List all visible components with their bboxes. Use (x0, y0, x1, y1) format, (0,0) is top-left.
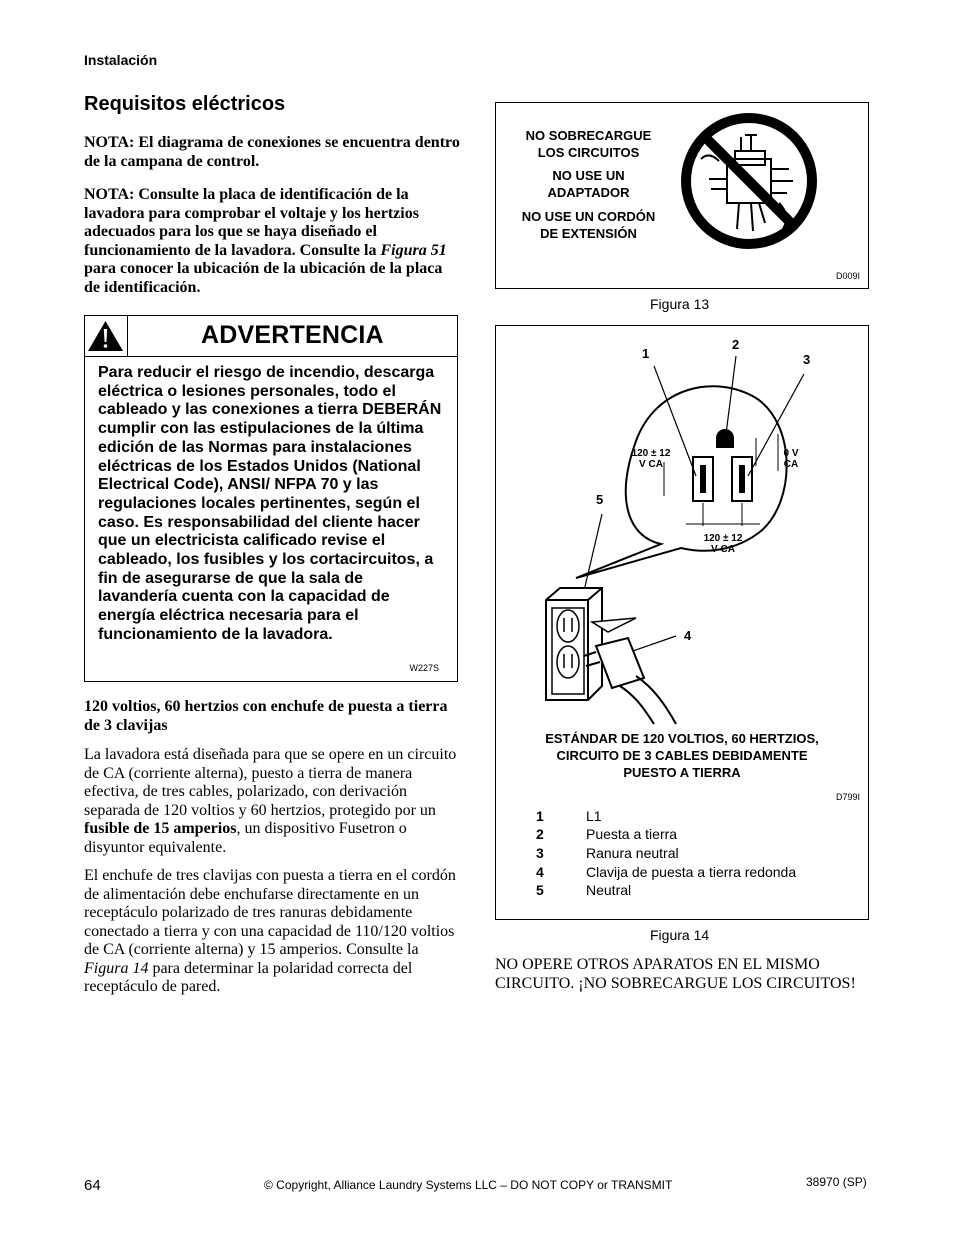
footer-doc-number: 38970 (SP) (806, 1175, 867, 1189)
voltage-right (776, 448, 806, 470)
legend-text: Clavija de puesta a tierra redonda (586, 864, 797, 880)
legend-number: 2 (536, 826, 544, 842)
warning-text: Para reducir el riesgo de incendio, descarga eléctrica o lesiones personales, todo el cableado y las conexiones a tierra DEBERÁN cumplir con las estipulaciones de la última edición de las Normas para instalaciones eléctricas de los Estados Unidos (National Electrical Code), ANSI/ NFPA 70 y las regulaciones locales pertinentes, según el caso. Es responsabilidad del cliente hacer que un electricista calificado revise el cableado, los fusibles y los cortacircuitos, a fin de asegurarse de que la sala de lavandería cuenta con la capacidad de energía eléctrica necesaria para el funcionamiento de la lavadora. (98, 364, 442, 643)
footer-copyright: © Copyright, Alliance Laundry Systems LLC – DO NOT COPY or TRANSMIT (264, 1178, 673, 1192)
note-nameplate-text-b: para conocer la ubicación de la ubicación de la placa de identificación. (84, 260, 443, 296)
prohibited-adapter-icon (679, 111, 819, 251)
receptacle-diagram (496, 326, 868, 726)
figure-14 (495, 325, 869, 920)
legend-number: 4 (536, 864, 544, 880)
bottom-note: NO OPERE OTROS APARATOS EN EL MISMO CIRCUITO. ¡NO SOBRECARGUE LOS CIRCUITOS! (495, 956, 856, 992)
label-no-adapter-line2: ADAPTADOR (547, 185, 630, 200)
legend-text: Ranura neutral (586, 845, 679, 861)
warning-title-cell (128, 316, 457, 357)
page-title: Requisitos eléctricos (84, 93, 286, 115)
label-no-extension-line2: DE EXTENSIÓN (540, 226, 637, 241)
warning-triangle-icon (85, 316, 126, 355)
paragraph-circuit-text-a: La lavadora está diseñada para que se opere en un circuito de CA (corriente alterna), puesto a tierra de manera efectiva, de tres cables, polarizado, con derivación separada de 120 voltios y 60 hertzios, protegido por un (84, 746, 457, 819)
standard-line1: ESTÁNDAR DE 120 VOLTIOS, 60 HERTZIOS, (545, 731, 819, 746)
warning-icon-cell (85, 316, 128, 357)
note-nameplate (84, 186, 462, 297)
callout-4: 4 (684, 628, 692, 643)
voltage-bottom-unit: V CA (711, 544, 735, 555)
label-no-overload (496, 127, 681, 161)
standard-circuit-label (496, 730, 868, 781)
figure-14-ref: Figura 14 (84, 959, 149, 977)
legend-number: 5 (536, 882, 544, 898)
standard-line3: PUESTO A TIERRA (623, 765, 741, 780)
label-no-extension-line1: NO USE UN CORDÓN (521, 209, 656, 224)
warning-title: ADVERTENCIA (201, 321, 384, 349)
paragraph-circuit-text-b: , un dispositivo Fusetron o disyuntor equivalente. (84, 820, 407, 856)
figure-14-code: D799I (835, 792, 860, 802)
voltage-bottom-value: 120 ± 12 (703, 533, 743, 544)
warning-box (84, 315, 458, 682)
label-no-extension (496, 208, 681, 242)
callout-5: 5 (596, 492, 604, 507)
voltage-right-value: 0 V (783, 448, 799, 459)
figure-51-ref: Figura 51 (380, 241, 447, 259)
label-no-overload-line1: NO SOBRECARGUE (525, 128, 652, 143)
subheading-120v: 120 voltios, 60 hertzios con enchufe de puesta a tierra de 3 clavijas (84, 698, 448, 734)
voltage-right-unit: CA (783, 459, 799, 470)
page-number: 64 (84, 1177, 101, 1194)
section-header: Instalación (84, 52, 158, 68)
note-nameplate-text-a: NOTA: Consulte la placa de identificación de la lavadora para comprobar el voltaje y los hertzios adecuados para los que se haya diseñado el funcionamiento de la lavadora. Consulte la (84, 186, 419, 259)
figure-14-caption: Figura 14 (650, 927, 710, 943)
paragraph-circuit (84, 746, 462, 857)
legend-number: 1 (536, 808, 544, 824)
paragraph-plug-text-b: para determinar la polaridad correcta del receptáculo de pared. (84, 959, 413, 995)
note-wiring-diagram: NOTA: El diagrama de conexiones se encuentra dentro de la campana de control. (84, 134, 460, 170)
label-no-adapter-line1: NO USE UN (552, 168, 625, 183)
label-no-overload-line2: LOS CIRCUITOS (537, 145, 640, 160)
paragraph-plug-text-a: El enchufe de tres clavijas con puesta a tierra en el cordón de alimentación debe enchufarse directamente en un receptáculo polarizado de tres ranuras debidamente conectado a tierra y con una capacidad de 110/120 voltios de CA (corriente alterna) y 15 amperios. Consulte la (84, 867, 456, 958)
figure-13 (495, 102, 869, 289)
figure-13-code: D009I (835, 271, 860, 281)
voltage-left (628, 448, 674, 470)
callout-1: 1 (642, 346, 650, 361)
label-no-adapter (496, 167, 681, 201)
callout-3: 3 (803, 352, 811, 367)
warning-code: W227S (409, 663, 439, 673)
figure-13-caption: Figura 13 (650, 296, 710, 312)
legend-text: Neutral (586, 882, 632, 898)
fuse-rating: fusible de 15 amperios (84, 820, 237, 837)
voltage-bottom (698, 533, 748, 555)
legend-text: L1 (586, 808, 602, 824)
voltage-left-unit: V CA (639, 459, 663, 470)
legend-number: 3 (536, 845, 544, 861)
voltage-left-value: 120 ± 12 (631, 448, 671, 459)
paragraph-plug (84, 867, 462, 997)
callout-2: 2 (732, 337, 740, 352)
standard-line2: CIRCUITO DE 3 CABLES DEBIDAMENTE (556, 748, 808, 763)
legend-text: Puesta a tierra (586, 826, 678, 842)
